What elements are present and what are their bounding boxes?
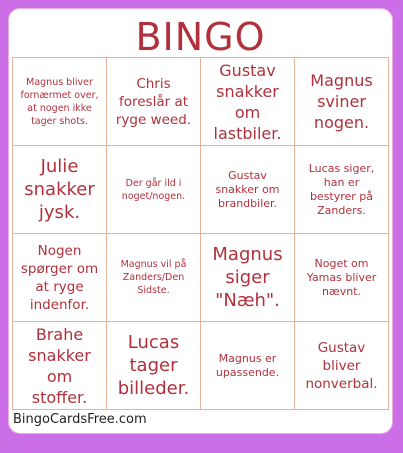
bingo-cell-1[interactable] <box>13 58 107 146</box>
bingo-cell-text: Gustav bliver nonverbal. <box>305 339 378 392</box>
bingo-cell-text: Noget om Yamas bliver nævnt. <box>306 256 377 298</box>
bingo-cell-3[interactable] <box>201 58 295 146</box>
footer-site-link[interactable]: BingoCardsFree.com <box>13 412 147 427</box>
bingo-cell-16[interactable] <box>295 322 389 410</box>
bingo-grid <box>12 57 389 410</box>
bingo-card <box>8 8 393 434</box>
bingo-cell-9[interactable] <box>13 234 107 322</box>
bingo-cell-5[interactable] <box>13 146 107 234</box>
bingo-cell-text: Magnus vil på Zanders/Den Sidste. <box>120 259 187 296</box>
bingo-cell-text: Chris foreslår at ryge weed. <box>115 75 192 128</box>
bingo-cell-4[interactable] <box>295 58 389 146</box>
bingo-cell-text: Magnus siger "Næh". <box>212 244 283 311</box>
bingo-cell-11[interactable] <box>201 234 295 322</box>
bingo-cell-text: Der går ild i noget/nogen. <box>121 177 186 202</box>
bingo-cell-12[interactable] <box>295 234 389 322</box>
bingo-cell-text: Lucas siger, han er bestyrer på Zanders. <box>308 161 375 217</box>
bingo-cell-text: Magnus er upassende. <box>215 351 280 379</box>
bingo-cell-text: Magnus sviner nogen. <box>310 71 373 132</box>
bingo-cell-text: Gustav snakker om lastbiler. <box>213 60 282 143</box>
bingo-cell-15[interactable] <box>201 322 295 410</box>
bingo-cell-7[interactable] <box>201 146 295 234</box>
bingo-cell-14[interactable] <box>107 322 201 410</box>
bingo-cell-6[interactable] <box>107 146 201 234</box>
bingo-cell-text: Gustav snakker om brandbiler. <box>215 168 280 210</box>
bingo-title: BINGO <box>135 15 266 59</box>
bingo-cell-2[interactable] <box>107 58 201 146</box>
bingo-cell-text: Lucas tager billeder. <box>117 332 190 399</box>
bingo-cell-13[interactable] <box>13 322 107 410</box>
bingo-cell-text: Julie snakker jysk. <box>24 156 95 223</box>
bingo-cell-text: Nogen spørger om at ryge indenfor. <box>20 242 99 313</box>
bingo-cell-8[interactable] <box>295 146 389 234</box>
bingo-cell-text: Brahe snakker om stoffer. <box>28 324 91 407</box>
bingo-cell-10[interactable] <box>107 234 201 322</box>
bingo-cell-text: Magnus bliver fornærmet over, at nogen ikke tager shots. <box>20 76 99 127</box>
